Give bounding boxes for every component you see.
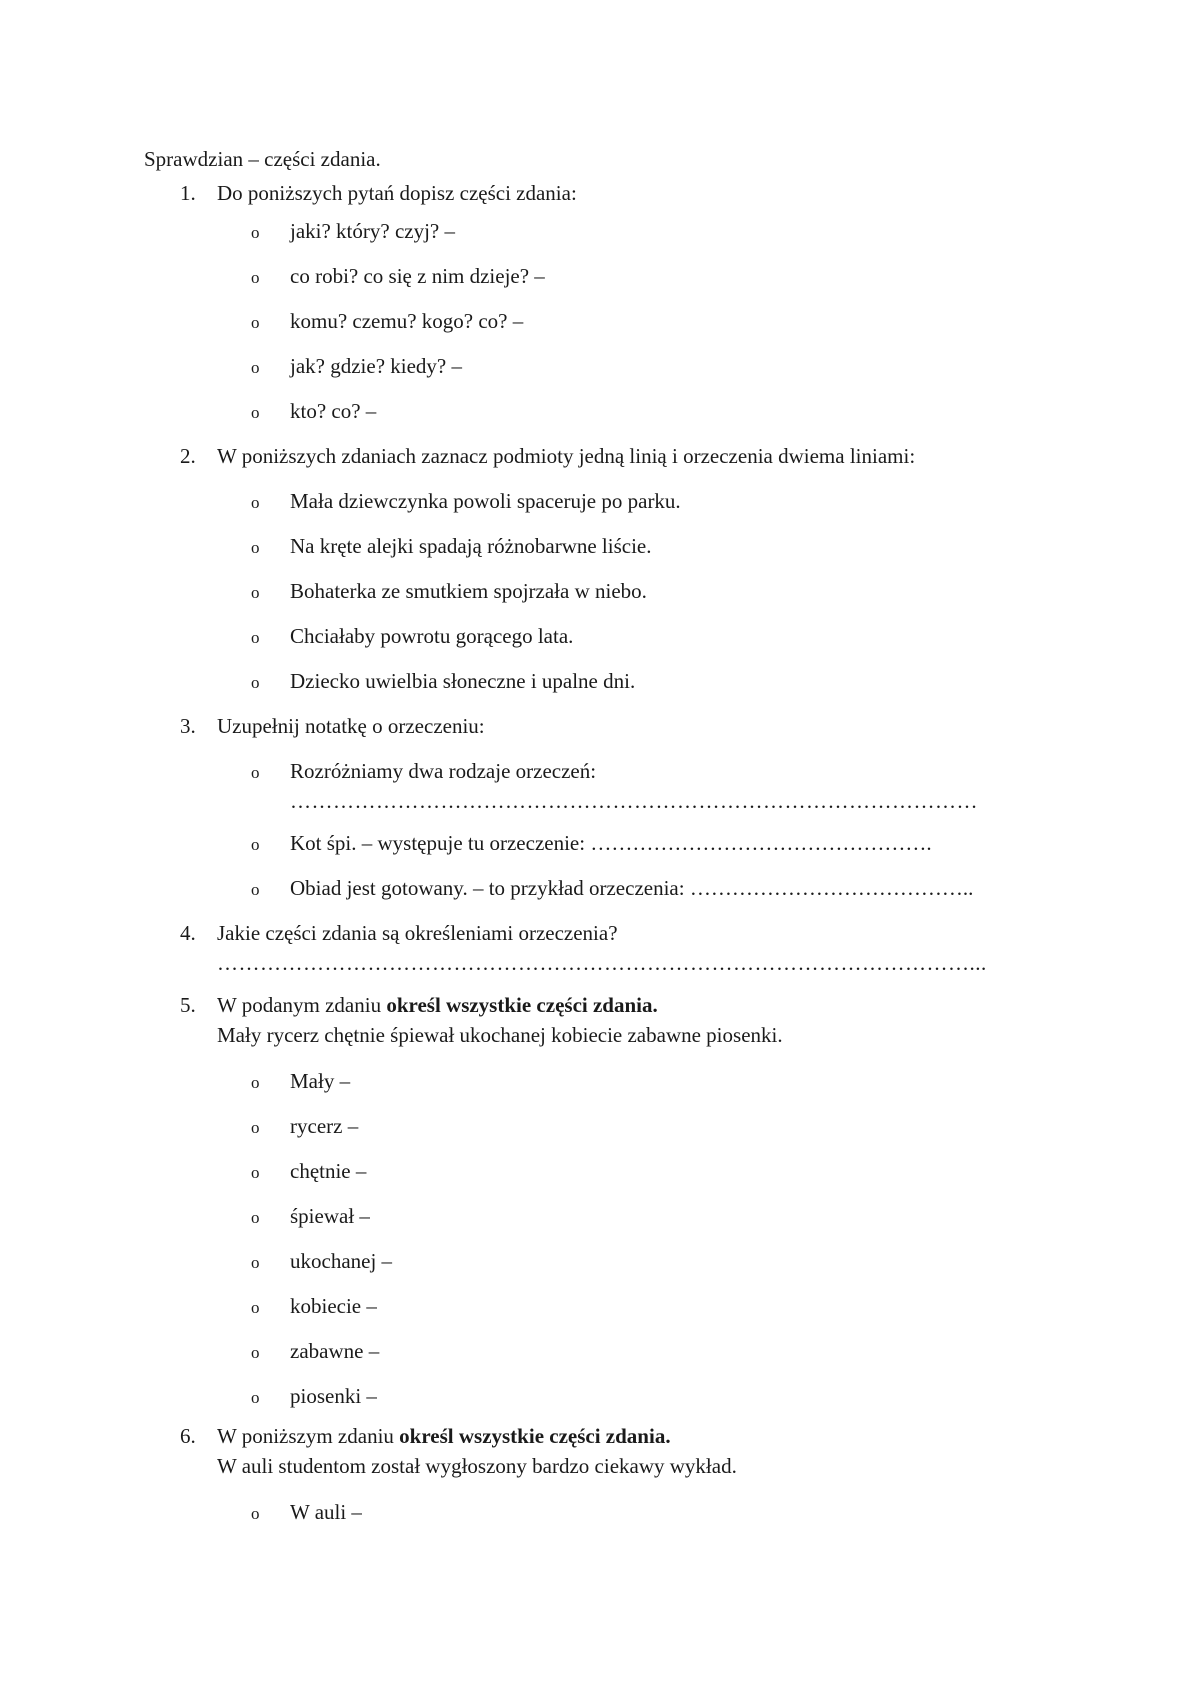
bullet-icon: o <box>251 1163 260 1182</box>
question-number: 1. <box>180 181 196 205</box>
list-item-text: chętnie – <box>290 1159 367 1183</box>
list-item-text: jak? gdzie? kiedy? – <box>290 354 462 378</box>
bullet-icon: o <box>251 403 260 422</box>
bullet-icon: o <box>251 1073 260 1092</box>
list-item-text: rycerz – <box>290 1114 359 1138</box>
list-item-text: Kot śpi. – występuje tu orzeczenie: …………………………………………. <box>290 831 932 855</box>
question-text: Uzupełnij notatkę o orzeczeniu: <box>217 714 485 738</box>
list-item-text: W auli – <box>290 1500 362 1524</box>
list-item-text: Obiad jest gotowany. – to przykład orzeczenia: ………………………………….. <box>290 876 974 900</box>
question-number: 3. <box>180 714 196 738</box>
list-item-text: Chciałaby powrotu gorącego lata. <box>290 624 574 648</box>
question-text-plain: W podanym zdaniu <box>217 993 387 1017</box>
bullet-icon: o <box>251 268 260 287</box>
list-item-text: ukochanej – <box>290 1249 393 1273</box>
question-text: W poniższych zdaniach zaznacz podmioty jedną linią i orzeczenia dwiema liniami: <box>217 444 916 468</box>
list-item-text: Na kręte alejki spadają różnobarwne liście. <box>290 534 652 558</box>
question-text: Do poniższych pytań dopisz części zdania: <box>217 181 577 205</box>
bullet-icon: o <box>251 1504 260 1523</box>
list-item-text: kto? co? – <box>290 399 377 423</box>
list-item-text: jaki? który? czyj? – <box>290 219 456 243</box>
list-item-text: komu? czemu? kogo? co? – <box>290 309 524 333</box>
list-item-text: Mała dziewczynka powoli spaceruje po parku. <box>290 489 681 513</box>
bullet-icon: o <box>251 223 260 242</box>
question-number: 4. <box>180 921 196 945</box>
list-item-text: kobiecie – <box>290 1294 377 1318</box>
example-sentence: Mały rycerz chętnie śpiewał ukochanej kobiecie zabawne piosenki. <box>217 1023 783 1047</box>
question-number: 2. <box>180 444 196 468</box>
bullet-icon: o <box>251 1208 260 1227</box>
question-number: 6. <box>180 1424 196 1448</box>
bullet-icon: o <box>251 673 260 692</box>
bullet-icon: o <box>251 1118 260 1137</box>
bullet-icon: o <box>251 583 260 602</box>
bullet-icon: o <box>251 1298 260 1317</box>
question-text-bold: określ wszystkie części zdania. <box>386 993 658 1017</box>
answer-dotted-line: …………………………………………………………………………………… <box>290 789 978 813</box>
bullet-icon: o <box>251 1253 260 1272</box>
bullet-icon: o <box>251 313 260 332</box>
question-text: Jakie części zdania są określeniami orzeczenia? <box>217 921 618 945</box>
bullet-icon: o <box>251 835 260 854</box>
answer-dotted-line: ……………………………………………………………………………………………... <box>217 951 987 975</box>
list-item-text: zabawne – <box>290 1339 380 1363</box>
bullet-icon: o <box>251 1388 260 1407</box>
document-title: Sprawdzian – części zdania. <box>144 147 381 171</box>
bullet-icon: o <box>251 358 260 377</box>
question-text-bold: określ wszystkie części zdania. <box>399 1424 671 1448</box>
list-item-text: Bohaterka ze smutkiem spojrzała w niebo. <box>290 579 647 603</box>
bullet-icon: o <box>251 493 260 512</box>
question-text <box>217 1423 671 1449</box>
list-item-text: co robi? co się z nim dzieje? – <box>290 264 545 288</box>
bullet-icon: o <box>251 628 260 647</box>
bullet-icon: o <box>251 763 260 782</box>
bullet-icon: o <box>251 880 260 899</box>
list-item-text: śpiewał – <box>290 1204 370 1228</box>
example-sentence: W auli studentom został wygłoszony bardzo ciekawy wykład. <box>217 1454 737 1478</box>
bullet-icon: o <box>251 1343 260 1362</box>
question-number: 5. <box>180 993 196 1017</box>
list-item-text: Mały – <box>290 1069 351 1093</box>
list-item-text: piosenki – <box>290 1384 377 1408</box>
list-item-text: Dziecko uwielbia słoneczne i upalne dni. <box>290 669 636 693</box>
list-item-text: Rozróżniamy dwa rodzaje orzeczeń: <box>290 759 597 783</box>
bullet-icon: o <box>251 538 260 557</box>
question-text-plain: W poniższym zdaniu <box>217 1424 400 1448</box>
question-text <box>217 992 658 1018</box>
